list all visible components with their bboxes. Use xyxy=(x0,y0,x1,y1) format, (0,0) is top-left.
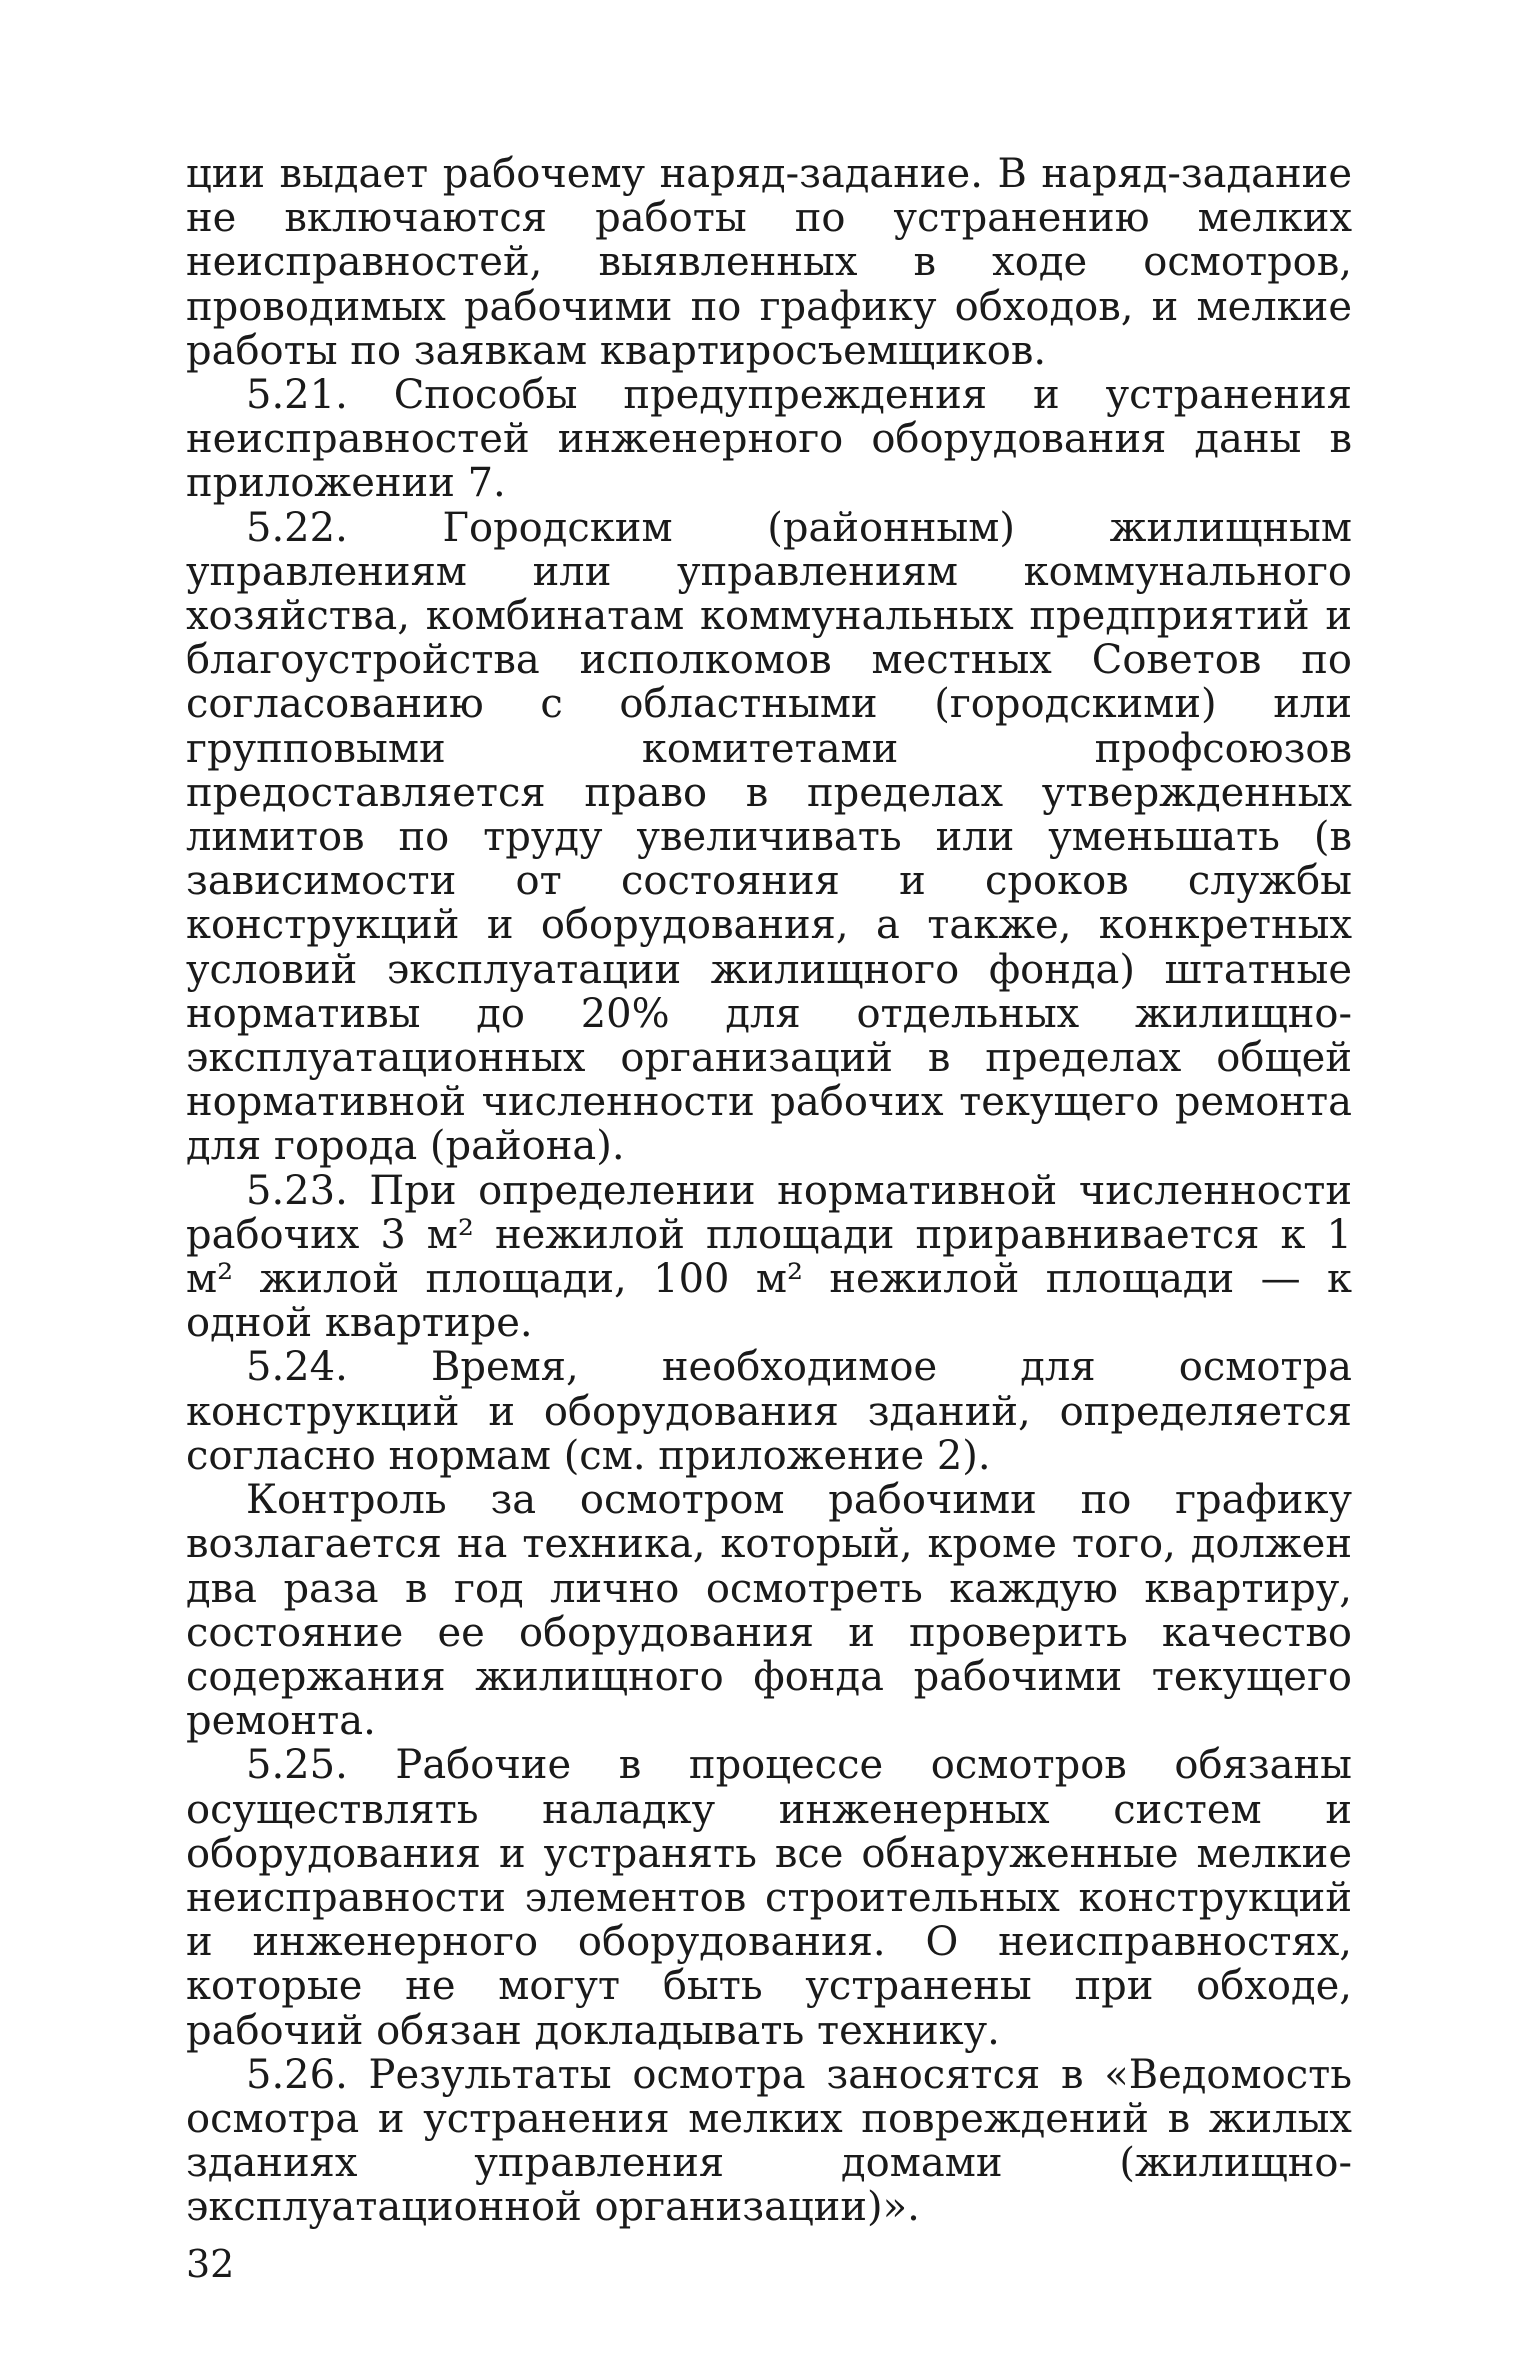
paragraph-5-25: 5.25. Рабочие в процессе осмотров обязаны осуществлять наладку инженерных систем и оборудования и устранять все обнаруженные мелкие неисправности элементов строительных конструкций и инженерного оборудования. О неисправностях, которые не могут быть устранены при обходе, рабочий обязан докладывать технику. xyxy=(186,1742,1352,2054)
paragraph-5-24: 5.24. Время, необходимое для осмотра конструкций и оборудования зданий, определяется согласно нормам (см. приложение 2). xyxy=(186,1344,1352,1479)
paragraph-5-21: 5.21. Способы предупреждения и устранения неисправностей инженерного оборудования даны в приложении 7. xyxy=(186,372,1352,507)
paragraph-5-23: 5.23. При определении нормативной численности рабочих 3 м² нежилой площади приравнивается к 1 м² жилой площади, 100 м² нежилой площади — к одной квартире. xyxy=(186,1167,1352,1347)
paragraph-continuation: ции выдает рабочему наряд-задание. В наряд-задание не включаются работы по устранению мелких неисправностей, выявленных в ходе осмотров, проводимых рабочими по графику обходов, и мелкие работы по заявкам квартиросъемщиков. xyxy=(186,151,1352,374)
body-text xyxy=(186,152,1352,2230)
paragraph-control: Контроль за осмотром рабочими по графику возлагается на техника, который, кроме того, должен два раза в год лично осмотреть каждую квартиру, состояние ее оборудования и проверить качество содержания жилищного фонда рабочими текущего ремонта. xyxy=(186,1477,1352,1745)
page-number: 32 xyxy=(186,2242,235,2286)
paragraph-5-22: 5.22. Городским (районным) жилищным управлениям или управлениям коммунального хозяйства, комбинатам коммунальных предприятий и благоустройства исполкомов местных Советов по согласованию с областными (городскими) или групповыми комитетами профсоюзов предоставляется право в пределах утвержденных лимитов по труду увеличивать или уменьшать (в зависимости от состояния и сроков службы конструкций и оборудования, а также, конкретных условий эксплуатации жилищного фонда) штатные нормативы до 20% для отдельных жилищно-эксплуатационных организаций в пределах общей нормативной численности рабочих текущего ремонта для города (района). xyxy=(186,504,1352,1170)
paragraph-5-26: 5.26. Результаты осмотра заносятся в «Ведомость осмотра и устранения мелких повреждений в жилых зданиях управления домами (жилищно-эксплуатационной организации)». xyxy=(186,2051,1352,2231)
